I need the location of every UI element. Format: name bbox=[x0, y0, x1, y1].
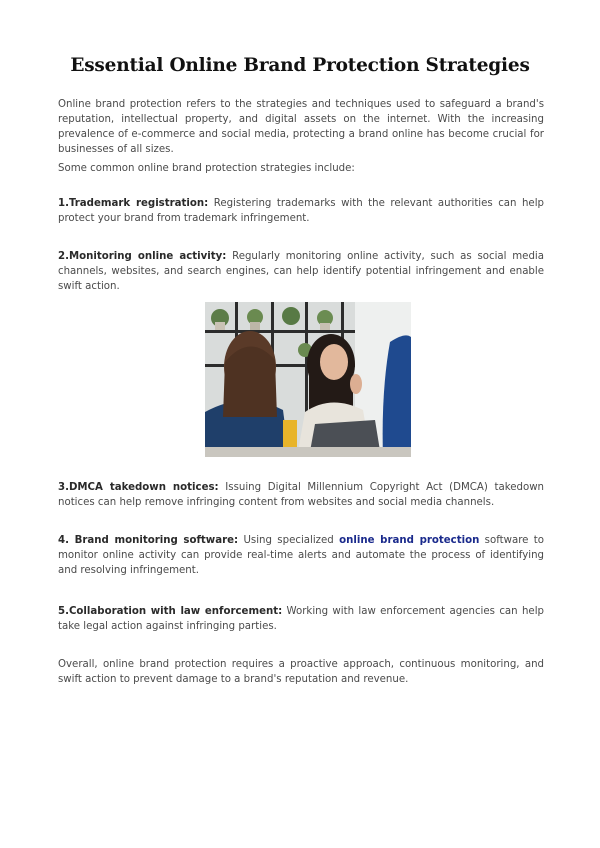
strategy-5-label: 5.Collaboration with law enforcement: bbox=[58, 606, 283, 617]
conclusion-paragraph: Overall, online brand protection requires a proactive approach, continuous monitoring, and swift action to prevent damage to a brand's reputation and revenue. bbox=[58, 659, 544, 685]
page-title: Essential Online Brand Protection Strategies bbox=[70, 55, 530, 76]
meeting-photo bbox=[205, 302, 411, 457]
strategy-3-paragraph bbox=[58, 480, 544, 510]
intro-paragraph: Online brand protection refers to the strategies and techniques used to safeguard a brand's reputation, intellectual property, and digital assets on the internet. With the increasing prevalence of e-commerce and social media, protecting a brand online has become crucial for businesses of all sizes. bbox=[58, 99, 544, 155]
strategy-4-text-before: Using specialized bbox=[238, 535, 340, 546]
strategy-2-label: 2.Monitoring online activity: bbox=[58, 251, 227, 262]
strategy-1-label: 1.Trademark registration: bbox=[58, 198, 209, 209]
strategy-3-text: Issuing Digital Millennium Copyright Act (DMCA) takedown notices can help remove infringing content from websites and social media channels. bbox=[58, 482, 544, 508]
strategy-2-text: Regularly monitoring online activity, such as social media channels, websites, and search engines, can help identify potential infringement and enable swift action. bbox=[58, 251, 544, 292]
strategy-4-label: 4. Brand monitoring software: bbox=[58, 535, 239, 546]
strategy-2-paragraph bbox=[58, 249, 544, 294]
strategy-5-text: Working with law enforcement agencies can help take legal action against infringing parties. bbox=[58, 606, 544, 632]
strategy-5-paragraph bbox=[58, 604, 544, 634]
strategy-4-paragraph bbox=[58, 533, 544, 578]
strategy-4-text-after: software to monitor online activity can provide real-time alerts and automate the process of identifying and resolving infringement. bbox=[58, 535, 544, 576]
strategy-1-text: Registering trademarks with the relevant authorities can help protect your brand from trademark infringement. bbox=[58, 198, 544, 224]
online-brand-protection-link[interactable]: online brand protection bbox=[339, 535, 480, 546]
strategy-3-label: 3.DMCA takedown notices: bbox=[58, 482, 219, 493]
strategy-1-paragraph bbox=[58, 196, 544, 226]
lead-in-paragraph: Some common online brand protection strategies include: bbox=[58, 163, 355, 174]
